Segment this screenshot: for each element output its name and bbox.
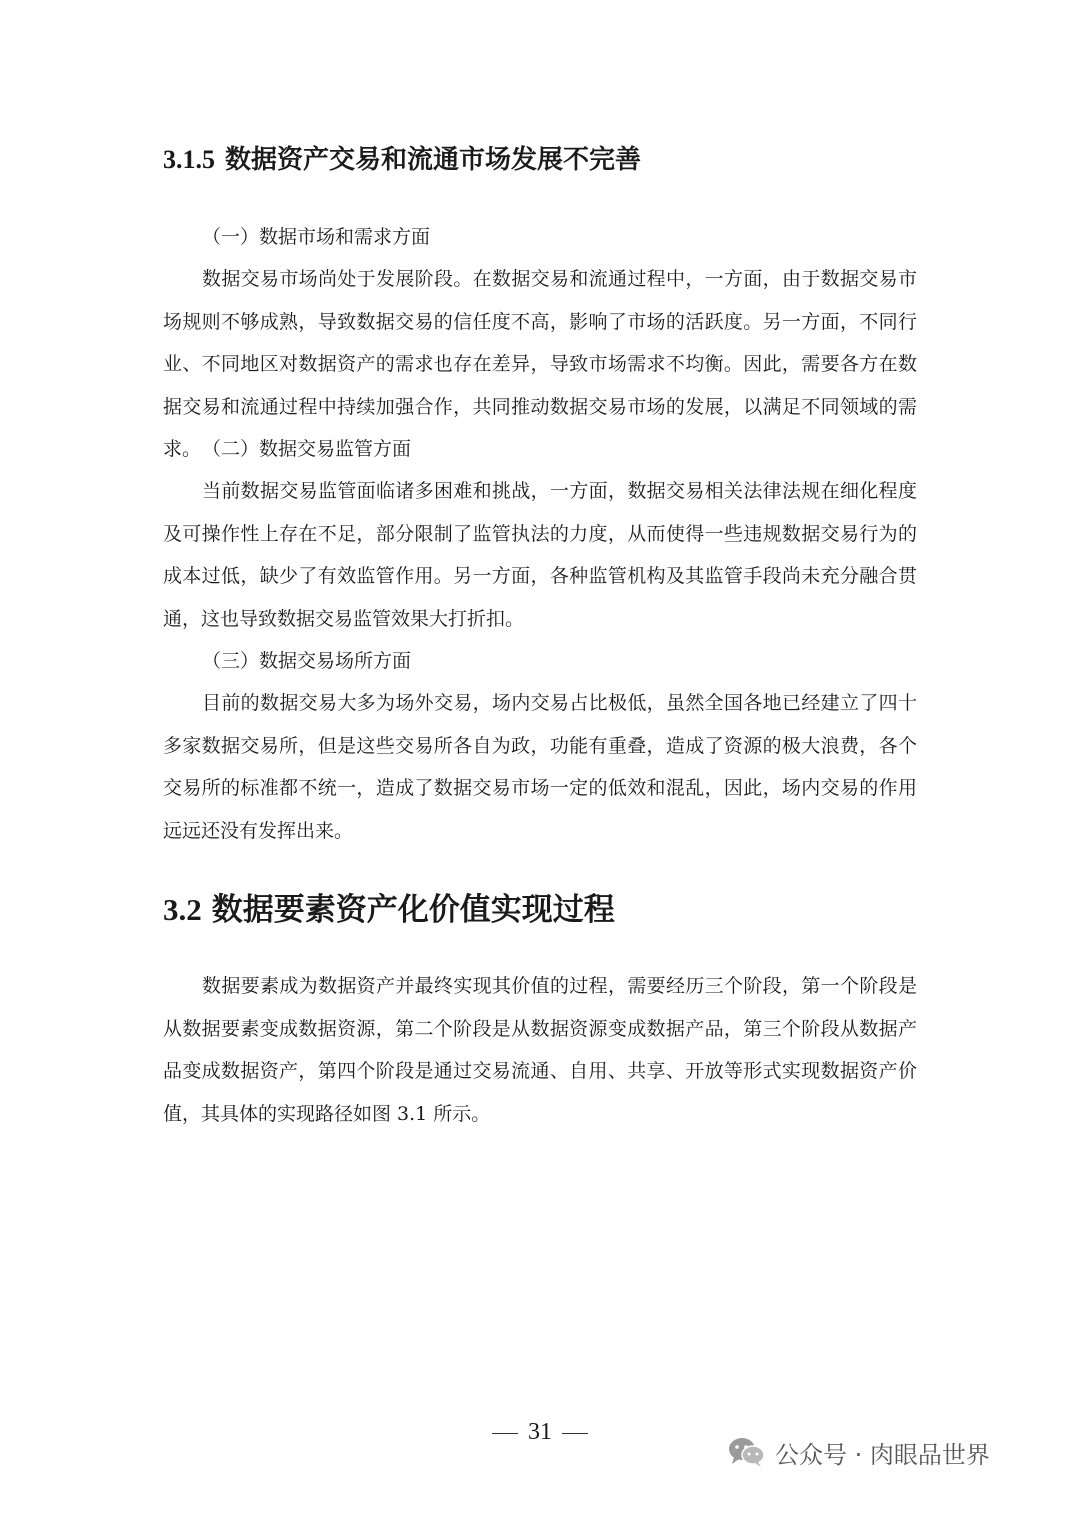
subheading-regulation: （二）数据交易监管方面 [202, 438, 412, 460]
paragraph-market-demand: 数据交易市场尚处于发展阶段。在数据交易和流通过程中，一方面，由于数据交易市场规则不够成熟，导致数据交易的信任度不高，影响了市场的活跃度。另一方面，不同行业、不同地区对数据资产的需求也存在差异，导致市场需求不均衡。因此，需要各方在数据交易和流通过程中持续加强合作，共同推动数据交易市场的发展，以满足不同领域的需求。 [163, 268, 917, 460]
section-number: 3.2 [163, 892, 202, 927]
section-number: 3.1.5 [163, 145, 215, 174]
paragraph-trading-venues: 目前的数据交易大多为场外交易，场内交易占比极低，虽然全国各地已经建立了四十多家数据交易所，但是这些交易所各自为政，功能有重叠，造成了资源的极大浪费，各个交易所的标准都不统一，造成了数据交易市场一定的低效和混乱，因此，场内交易的作用远远还没有发挥出来。 [163, 692, 917, 842]
subheading-trading-venues: （三）数据交易场所方面 [202, 650, 412, 672]
footer-dash-left [492, 1433, 518, 1434]
watermark [727, 1430, 990, 1474]
footer-dash-right [562, 1433, 588, 1434]
section-title: 数据资产交易和流通市场发展不完善 [225, 145, 642, 175]
paragraph-value-realization: 数据要素成为数据资产并最终实现其价值的过程，需要经历三个阶段，第一个阶段是从数据要素变成数据资源，第二个阶段是从数据资源变成数据产品，第三个阶段从数据产品变成数据资产，第四个阶段是通过交易流通、自用、共享、开放等形式实现数据资产价值，其具体的实现路径如图 3.1 所示。 [163, 975, 917, 1125]
subheading-market-demand: （一）数据市场和需求方面 [202, 226, 431, 248]
wechat-icon [727, 1435, 767, 1469]
section-heading-3-2 [163, 888, 615, 932]
section-heading-3-1-5 [163, 140, 641, 180]
section-title: 数据要素资产化价值实现过程 [211, 892, 615, 928]
paragraph-regulation: 当前数据交易监管面临诸多困难和挑战，一方面，数据交易相关法律法规在细化程度及可操作性上存在不足，部分限制了监管执法的力度，从而使得一些违规数据交易行为的成本过低，缺少了有效监管作用。另一方面，各种监管机构及其监管手段尚未充分融合贯通，这也导致数据交易监管效果大打折扣。 [163, 480, 917, 630]
page-number: 31 [528, 1419, 552, 1445]
watermark-text: 公众号 · 肉眼品世界 [775, 1440, 990, 1469]
